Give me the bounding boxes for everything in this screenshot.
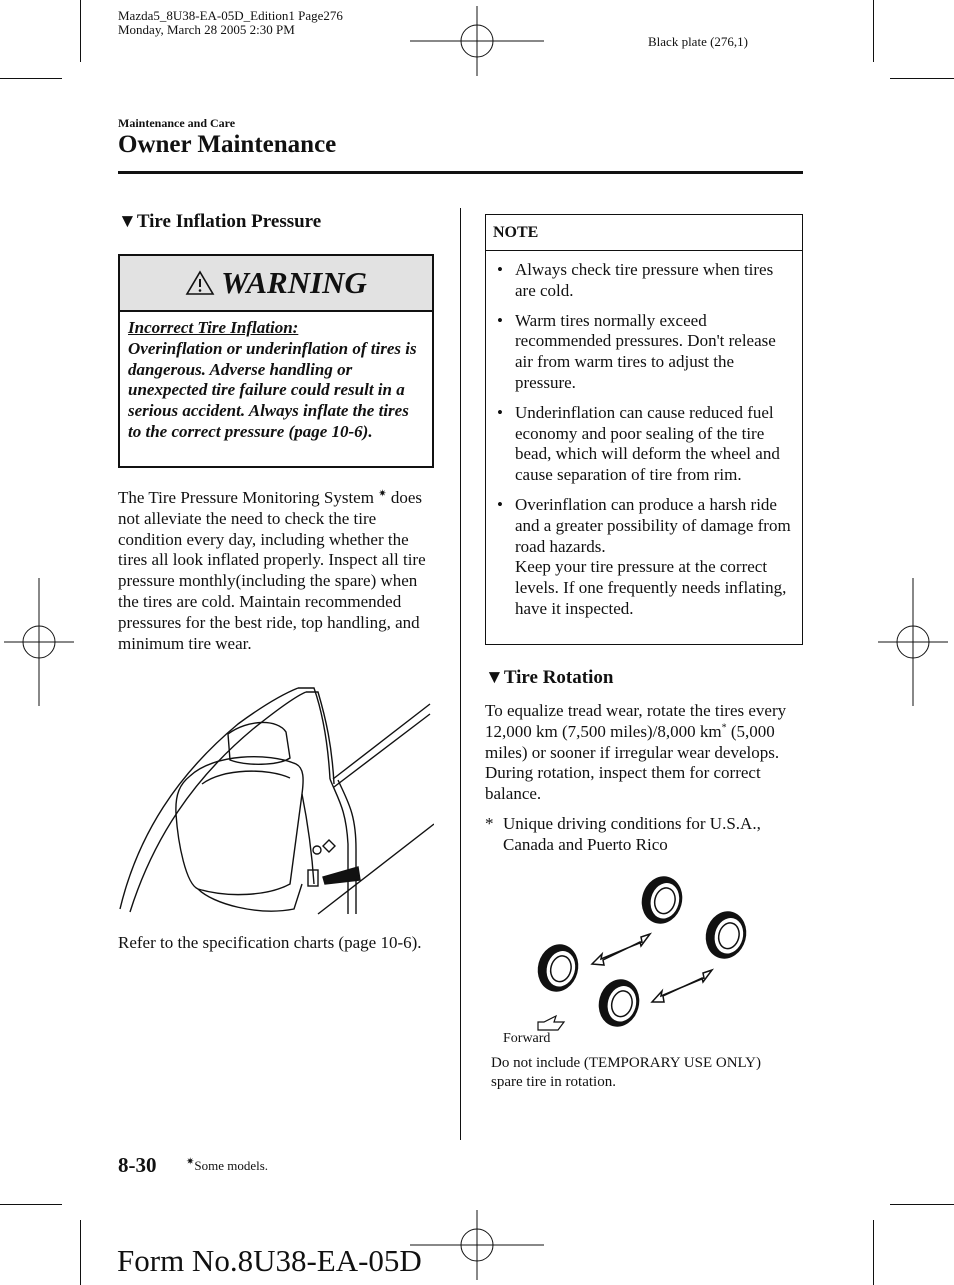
footer-star-note — [186, 1158, 268, 1173]
warning-lead: Incorrect Tire Inflation: — [128, 318, 299, 337]
registration-mark-right — [878, 578, 948, 706]
footer-star-note-text: Some models. — [194, 1158, 269, 1173]
warning-title: WARNING — [221, 265, 367, 300]
note-item-continuation: Keep your tire pressure at the correct levels. If one frequently needs inflating, have it inspected. — [515, 557, 787, 618]
crop-mark — [0, 78, 62, 79]
crop-mark — [890, 78, 954, 79]
note-item — [486, 495, 794, 620]
rotation-arrow-icon — [592, 934, 650, 965]
warning-box — [118, 254, 434, 468]
tpms-paragraph-start: The Tire Pressure Monitoring System — [118, 488, 374, 507]
note-item: • Underinflation can cause reduced fuel economy and poor sealing of the tire bead, which will deform the wheel and cause separation of tire from rim. — [486, 403, 794, 486]
tire-icon — [700, 907, 751, 964]
warning-header — [120, 256, 432, 312]
star-mark: ✷ — [378, 488, 387, 500]
tire-rotation-diagram — [530, 872, 760, 1032]
rotation-arrow-icon — [652, 970, 712, 1002]
rotation-paragraph-start: To equalize tread wear, rotate the tires every 12,000 km (7,500 miles)/8,000 km — [485, 701, 787, 741]
star-mark: ✷ — [186, 1156, 195, 1168]
print-header-date: Monday, March 28 2005 2:30 PM — [118, 22, 295, 37]
print-header-plate: Black plate (276,1) — [648, 34, 748, 49]
note-title: NOTE — [486, 215, 802, 251]
note-list — [486, 260, 802, 620]
title-rule — [118, 171, 803, 174]
registration-mark-left — [4, 578, 74, 706]
tire-inflation-heading — [118, 211, 321, 233]
refer-spec-charts: Refer to the specification charts (page 10-6). — [118, 933, 422, 952]
forward-label: Forward — [503, 1031, 551, 1046]
note-item-text: Overinflation can produce a harsh ride and a greater possibility of damage from road hazards. — [515, 494, 791, 556]
forward-pointer-icon — [538, 1016, 564, 1030]
rotation-paragraph — [485, 701, 803, 805]
tire-inflation-heading-text: Tire Inflation Pressure — [136, 211, 322, 232]
tire-icon — [532, 940, 583, 997]
rotation-footnote — [485, 814, 803, 856]
registration-mark-bottom — [410, 1210, 544, 1280]
rotation-paragraph-rest: (5,000 miles) or sooner if irregular wear develops. During rotation, inspect them for correct balance. — [485, 721, 780, 804]
triangle-marker-icon: ▼ — [118, 211, 137, 232]
tire-icon — [636, 872, 687, 928]
note-item: • Warm tires normally exceed recommended pressures. Don't release air from warm tires to adjust the pressure. — [486, 311, 794, 394]
crop-mark — [80, 0, 81, 62]
warning-text: Overinflation or underinflation of tires is dangerous. Adverse handling or unexpected tire failure could result in a serious accident. Always inflate the tires to the correct pressure (page 10-6). — [128, 338, 417, 441]
registration-mark-top — [410, 6, 544, 76]
footnote-asterisk: * — [485, 814, 494, 833]
footnote-text: Unique driving conditions for U.S.A., Canada and Puerto Rico — [503, 814, 761, 854]
warning-triangle-icon — [185, 270, 215, 296]
rotation-caption: Do not include (TEMPORARY USE ONLY) spare tire in rotation. — [491, 1055, 762, 1090]
tire-rotation-heading-text: Tire Rotation — [503, 667, 614, 688]
crop-mark — [890, 1204, 954, 1205]
note-box — [485, 214, 803, 645]
tire-pressure-label-illustration — [118, 684, 434, 924]
asterisk-mark: * — [721, 722, 727, 734]
note-item: • Always check tire pressure when tires are cold. — [486, 260, 794, 302]
tpms-paragraph-rest: does not alleviate the need to check the tire condition every day, including whether the tires all look inflated properly. Inspect all tire pressure monthly(including the spare) when the tires are cold. Maintain recommended pressures for the best ride, top handling, and minimum tire wear. — [118, 488, 426, 653]
print-header-file: Mazda5_8U38-EA-05D_Edition1 Page276 — [118, 8, 343, 23]
column-divider — [460, 208, 461, 1140]
triangle-marker-icon: ▼ — [485, 667, 504, 688]
crop-mark — [0, 1204, 62, 1205]
warning-body — [120, 312, 432, 443]
tire-rotation-heading — [485, 667, 613, 689]
section-label: Maintenance and Care — [118, 116, 236, 130]
crop-mark — [80, 1220, 81, 1285]
page-title: Owner Maintenance — [118, 131, 337, 158]
form-number: Form No.8U38-EA-05D — [117, 1243, 422, 1278]
crop-mark — [873, 0, 874, 62]
tpms-paragraph — [118, 488, 438, 654]
page-number: 8-30 — [118, 1153, 157, 1177]
tire-icon — [593, 975, 644, 1032]
crop-mark — [873, 1220, 874, 1285]
